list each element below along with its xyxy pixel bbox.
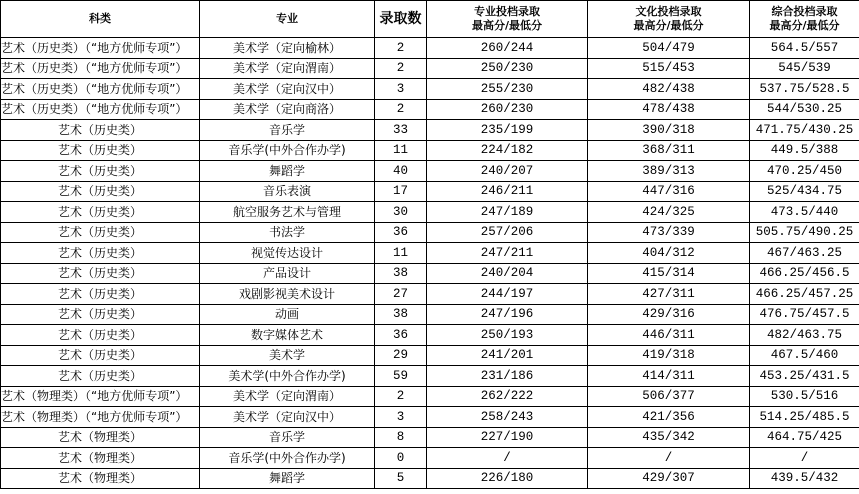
cell-professional-score: 240/204 xyxy=(427,263,588,284)
cell-category: 艺术（历史类） xyxy=(1,120,200,141)
cell-category: 艺术（物理类）（“地方优师专项”） xyxy=(1,407,200,428)
cell-count: 36 xyxy=(375,222,427,243)
cell-category: 艺术（历史类） xyxy=(1,140,200,161)
cell-count: 38 xyxy=(375,263,427,284)
cell-professional-score: / xyxy=(427,448,588,469)
cell-composite-score: 530.5/516 xyxy=(750,386,859,407)
cell-count: 2 xyxy=(375,99,427,120)
cell-major: 产品设计 xyxy=(200,263,375,284)
cell-major: 音乐学(中外合作办学) xyxy=(200,448,375,469)
header-major: 专业 xyxy=(200,1,375,38)
cell-composite-score: 453.25/431.5 xyxy=(750,366,859,387)
cell-major: 视觉传达设计 xyxy=(200,243,375,264)
cell-count: 17 xyxy=(375,181,427,202)
cell-category: 艺术（历史类） xyxy=(1,263,200,284)
table-row xyxy=(1,284,859,305)
cell-cultural-score: 368/311 xyxy=(588,140,750,161)
cell-composite-score: 439.5/432 xyxy=(750,468,859,489)
header-professional-score xyxy=(427,1,588,38)
cell-cultural-score: 504/479 xyxy=(588,38,750,59)
cell-professional-score: 224/182 xyxy=(427,140,588,161)
cell-major: 音乐表演 xyxy=(200,181,375,202)
table-body xyxy=(1,38,859,489)
cell-category: 艺术（历史类） xyxy=(1,161,200,182)
table-row xyxy=(1,386,859,407)
table-row xyxy=(1,99,859,120)
cell-major: 舞蹈学 xyxy=(200,468,375,489)
cell-major: 音乐学 xyxy=(200,120,375,141)
table-row xyxy=(1,448,859,469)
header-cultural-line1: 文化投档录取 xyxy=(635,5,702,18)
cell-composite-score: 464.75/425 xyxy=(750,427,859,448)
cell-major: 航空服务艺术与管理 xyxy=(200,202,375,223)
cell-cultural-score: 447/316 xyxy=(588,181,750,202)
table-row xyxy=(1,304,859,325)
cell-major: 舞蹈学 xyxy=(200,161,375,182)
header-composite-line1: 综合投档录取 xyxy=(771,5,838,18)
cell-major: 美术学（定向商洛） xyxy=(200,99,375,120)
cell-professional-score: 258/243 xyxy=(427,407,588,428)
cell-major: 美术学 xyxy=(200,345,375,366)
cell-category: 艺术（物理类） xyxy=(1,448,200,469)
cell-major: 美术学（定向渭南） xyxy=(200,58,375,79)
cell-category: 艺术（物理类）（“地方优师专项”） xyxy=(1,386,200,407)
cell-count: 3 xyxy=(375,407,427,428)
cell-composite-score: 564.5/557 xyxy=(750,38,859,59)
cell-professional-score: 257/206 xyxy=(427,222,588,243)
cell-cultural-score: 389/313 xyxy=(588,161,750,182)
cell-professional-score: 227/190 xyxy=(427,427,588,448)
cell-cultural-score: 515/453 xyxy=(588,58,750,79)
cell-count: 2 xyxy=(375,386,427,407)
header-category: 科类 xyxy=(1,1,200,38)
cell-professional-score: 247/196 xyxy=(427,304,588,325)
cell-category: 艺术（历史类）（“地方优师专项”） xyxy=(1,38,200,59)
cell-count: 40 xyxy=(375,161,427,182)
cell-composite-score: 514.25/485.5 xyxy=(750,407,859,428)
table-row xyxy=(1,181,859,202)
cell-major: 美术学（定向汉中） xyxy=(200,79,375,100)
table-row xyxy=(1,325,859,346)
cell-composite-score: 482/463.75 xyxy=(750,325,859,346)
cell-cultural-score: 473/339 xyxy=(588,222,750,243)
table-row xyxy=(1,202,859,223)
cell-composite-score: 449.5/388 xyxy=(750,140,859,161)
cell-professional-score: 247/189 xyxy=(427,202,588,223)
cell-composite-score: 471.75/430.25 xyxy=(750,120,859,141)
table-row xyxy=(1,468,859,489)
cell-count: 27 xyxy=(375,284,427,305)
cell-category: 艺术（历史类） xyxy=(1,243,200,264)
cell-composite-score: 537.75/528.5 xyxy=(750,79,859,100)
cell-composite-score: 525/434.75 xyxy=(750,181,859,202)
cell-major: 音乐学(中外合作办学) xyxy=(200,140,375,161)
cell-count: 5 xyxy=(375,468,427,489)
cell-category: 艺术（历史类）（“地方优师专项”） xyxy=(1,58,200,79)
cell-composite-score: 467.5/460 xyxy=(750,345,859,366)
cell-professional-score: 246/211 xyxy=(427,181,588,202)
header-row xyxy=(1,1,859,38)
cell-composite-score: 544/530.25 xyxy=(750,99,859,120)
table-row xyxy=(1,243,859,264)
cell-professional-score: 262/222 xyxy=(427,386,588,407)
table-row xyxy=(1,345,859,366)
cell-count: 59 xyxy=(375,366,427,387)
cell-cultural-score: 506/377 xyxy=(588,386,750,407)
header-professional-line2: 最高分/最低分 xyxy=(471,19,543,32)
cell-cultural-score: 435/342 xyxy=(588,427,750,448)
table-row xyxy=(1,366,859,387)
cell-cultural-score: 429/307 xyxy=(588,468,750,489)
cell-count: 11 xyxy=(375,140,427,161)
header-cultural-score xyxy=(588,1,750,38)
table-row xyxy=(1,79,859,100)
cell-cultural-score: 429/316 xyxy=(588,304,750,325)
cell-major: 数字媒体艺术 xyxy=(200,325,375,346)
table-row xyxy=(1,263,859,284)
cell-category: 艺术（历史类） xyxy=(1,325,200,346)
cell-professional-score: 260/244 xyxy=(427,38,588,59)
cell-composite-score: 470.25/450 xyxy=(750,161,859,182)
cell-major: 音乐学 xyxy=(200,427,375,448)
cell-major: 美术学（定向汉中） xyxy=(200,407,375,428)
cell-cultural-score: 478/438 xyxy=(588,99,750,120)
cell-category: 艺术（历史类） xyxy=(1,304,200,325)
cell-count: 2 xyxy=(375,38,427,59)
cell-composite-score: / xyxy=(750,448,859,469)
cell-composite-score: 473.5/440 xyxy=(750,202,859,223)
cell-major: 美术学（定向榆林） xyxy=(200,38,375,59)
cell-professional-score: 235/199 xyxy=(427,120,588,141)
header-cultural-line2: 最高分/最低分 xyxy=(633,19,704,32)
cell-professional-score: 250/230 xyxy=(427,58,588,79)
table-row xyxy=(1,161,859,182)
cell-count: 11 xyxy=(375,243,427,264)
cell-category: 艺术（历史类） xyxy=(1,284,200,305)
cell-cultural-score: 424/325 xyxy=(588,202,750,223)
cell-count: 3 xyxy=(375,79,427,100)
header-composite-score xyxy=(750,1,859,38)
cell-cultural-score: 419/318 xyxy=(588,345,750,366)
cell-professional-score: 241/201 xyxy=(427,345,588,366)
cell-category: 艺术（历史类） xyxy=(1,202,200,223)
cell-count: 2 xyxy=(375,58,427,79)
cell-category: 艺术（历史类） xyxy=(1,345,200,366)
cell-count: 0 xyxy=(375,448,427,469)
cell-cultural-score: 421/356 xyxy=(588,407,750,428)
cell-cultural-score: 482/438 xyxy=(588,79,750,100)
table-row xyxy=(1,120,859,141)
cell-composite-score: 476.75/457.5 xyxy=(750,304,859,325)
cell-major: 戏剧影视美术设计 xyxy=(200,284,375,305)
cell-professional-score: 255/230 xyxy=(427,79,588,100)
table-row xyxy=(1,58,859,79)
cell-cultural-score: 415/314 xyxy=(588,263,750,284)
cell-category: 艺术（物理类） xyxy=(1,468,200,489)
table-row xyxy=(1,140,859,161)
cell-cultural-score: 404/312 xyxy=(588,243,750,264)
cell-major: 书法学 xyxy=(200,222,375,243)
cell-major: 美术学(中外合作办学) xyxy=(200,366,375,387)
table-row xyxy=(1,407,859,428)
table-row xyxy=(1,427,859,448)
cell-professional-score: 260/230 xyxy=(427,99,588,120)
cell-cultural-score: / xyxy=(588,448,750,469)
cell-composite-score: 505.75/490.25 xyxy=(750,222,859,243)
table-row xyxy=(1,38,859,59)
cell-professional-score: 250/193 xyxy=(427,325,588,346)
cell-category: 艺术（历史类） xyxy=(1,181,200,202)
cell-professional-score: 244/197 xyxy=(427,284,588,305)
cell-professional-score: 240/207 xyxy=(427,161,588,182)
cell-cultural-score: 446/311 xyxy=(588,325,750,346)
cell-professional-score: 231/186 xyxy=(427,366,588,387)
cell-category: 艺术（历史类）（“地方优师专项”） xyxy=(1,99,200,120)
cell-count: 33 xyxy=(375,120,427,141)
cell-professional-score: 226/180 xyxy=(427,468,588,489)
cell-count: 38 xyxy=(375,304,427,325)
cell-count: 29 xyxy=(375,345,427,366)
cell-category: 艺术（物理类） xyxy=(1,427,200,448)
cell-count: 36 xyxy=(375,325,427,346)
cell-professional-score: 247/211 xyxy=(427,243,588,264)
cell-category: 艺术（历史类） xyxy=(1,222,200,243)
cell-category: 艺术（历史类）（“地方优师专项”） xyxy=(1,79,200,100)
cell-major: 动画 xyxy=(200,304,375,325)
header-count: 录取数 xyxy=(375,1,427,38)
cell-composite-score: 466.25/456.5 xyxy=(750,263,859,284)
cell-cultural-score: 427/311 xyxy=(588,284,750,305)
header-composite-line2: 最高分/最低分 xyxy=(769,19,840,32)
cell-cultural-score: 390/318 xyxy=(588,120,750,141)
cell-composite-score: 466.25/457.25 xyxy=(750,284,859,305)
header-professional-line1: 专业投档录取 xyxy=(474,5,540,18)
table-row xyxy=(1,222,859,243)
cell-composite-score: 467/463.25 xyxy=(750,243,859,264)
cell-major: 美术学（定向渭南） xyxy=(200,386,375,407)
cell-count: 8 xyxy=(375,427,427,448)
cell-category: 艺术（历史类） xyxy=(1,366,200,387)
cell-cultural-score: 414/311 xyxy=(588,366,750,387)
cell-count: 30 xyxy=(375,202,427,223)
cell-composite-score: 545/539 xyxy=(750,58,859,79)
